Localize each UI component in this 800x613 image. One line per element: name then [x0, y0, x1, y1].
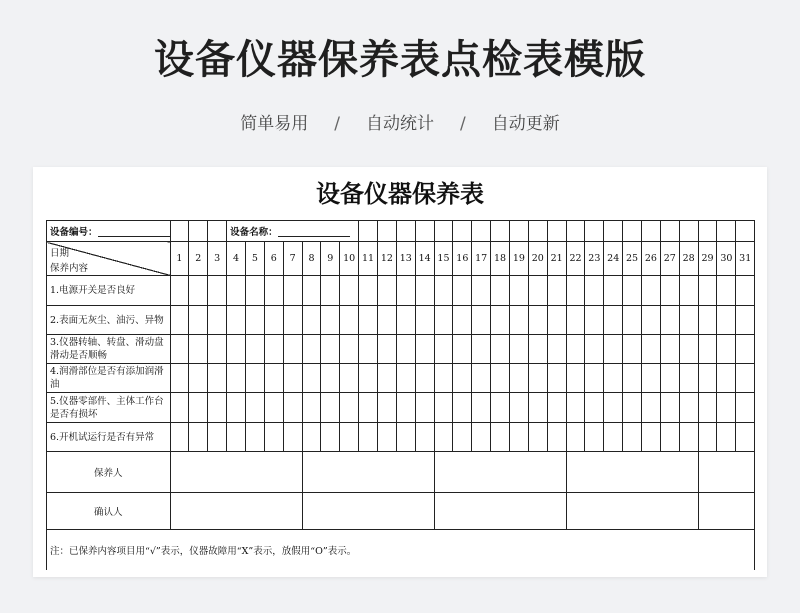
- check-cell[interactable]: [227, 306, 246, 335]
- check-cell[interactable]: [642, 393, 661, 423]
- check-cell[interactable]: [245, 393, 264, 423]
- check-cell[interactable]: [698, 276, 717, 306]
- check-cell[interactable]: [434, 335, 453, 364]
- legend-note: 注：已保养内容项目用“√”表示，仪器故障用“X”表示，放假用“O”表示。: [47, 530, 755, 570]
- check-cell[interactable]: [509, 276, 528, 306]
- check-cell[interactable]: [264, 393, 283, 423]
- check-cell[interactable]: [340, 364, 359, 393]
- day-number: 20: [528, 242, 547, 276]
- check-cell[interactable]: [189, 276, 208, 306]
- check-cell[interactable]: [283, 306, 302, 335]
- banner-title: 设备仪器保养表点检表模版: [154, 37, 646, 83]
- day-number: 18: [491, 242, 510, 276]
- check-cell[interactable]: [396, 423, 415, 452]
- check-cell[interactable]: [170, 335, 189, 364]
- check-cell[interactable]: [264, 364, 283, 393]
- check-cell[interactable]: [302, 393, 321, 423]
- check-cell[interactable]: [302, 423, 321, 452]
- blank-cell: [415, 221, 434, 242]
- check-cell[interactable]: [302, 276, 321, 306]
- check-cell[interactable]: [415, 306, 434, 335]
- check-cell[interactable]: [434, 276, 453, 306]
- blank-cell: [189, 221, 208, 242]
- day-number: 14: [415, 242, 434, 276]
- check-cell[interactable]: [623, 335, 642, 364]
- day-number: 13: [396, 242, 415, 276]
- check-cell[interactable]: [472, 423, 491, 452]
- check-cell[interactable]: [208, 423, 227, 452]
- blank-cell: [491, 221, 510, 242]
- check-cell[interactable]: [698, 306, 717, 335]
- check-cell[interactable]: [679, 335, 698, 364]
- check-cell[interactable]: [642, 335, 661, 364]
- check-cell[interactable]: [660, 393, 679, 423]
- signature-cell[interactable]: [302, 493, 434, 530]
- check-cell[interactable]: [453, 364, 472, 393]
- date-content-header: [47, 242, 171, 276]
- check-cell[interactable]: [698, 423, 717, 452]
- signature-cell[interactable]: [302, 452, 434, 493]
- day-number: 27: [660, 242, 679, 276]
- check-cell[interactable]: [679, 276, 698, 306]
- day-number: 31: [736, 242, 755, 276]
- check-cell[interactable]: [698, 364, 717, 393]
- check-cell[interactable]: [736, 393, 755, 423]
- check-cell[interactable]: [283, 393, 302, 423]
- check-cell[interactable]: [585, 423, 604, 452]
- day-number: 22: [566, 242, 585, 276]
- check-cell[interactable]: [227, 364, 246, 393]
- check-cell[interactable]: [415, 335, 434, 364]
- check-cell[interactable]: [359, 393, 378, 423]
- blank-cell: [453, 221, 472, 242]
- check-cell[interactable]: [604, 306, 623, 335]
- signature-cell[interactable]: [434, 452, 566, 493]
- check-cell[interactable]: [604, 276, 623, 306]
- check-cell[interactable]: [189, 306, 208, 335]
- check-cell[interactable]: [623, 364, 642, 393]
- check-cell[interactable]: [679, 306, 698, 335]
- day-number: 5: [245, 242, 264, 276]
- day-number: 7: [283, 242, 302, 276]
- check-cell[interactable]: [566, 423, 585, 452]
- check-cell[interactable]: [660, 335, 679, 364]
- check-cell[interactable]: [321, 335, 340, 364]
- check-cell[interactable]: [472, 306, 491, 335]
- day-number: 6: [264, 242, 283, 276]
- equipment-name-blank: [278, 226, 350, 237]
- signature-cell[interactable]: [434, 493, 566, 530]
- check-cell[interactable]: [340, 393, 359, 423]
- check-cell[interactable]: [642, 423, 661, 452]
- check-cell[interactable]: [227, 335, 246, 364]
- check-cell[interactable]: [717, 423, 736, 452]
- check-cell[interactable]: [264, 423, 283, 452]
- check-cell[interactable]: [396, 276, 415, 306]
- tag-auto-stats: 自动统计: [366, 114, 434, 134]
- check-cell[interactable]: [679, 423, 698, 452]
- blank-cell: [698, 221, 717, 242]
- signature-cell[interactable]: [566, 452, 698, 493]
- check-cell[interactable]: [698, 393, 717, 423]
- check-cell[interactable]: [227, 276, 246, 306]
- check-cell[interactable]: [415, 423, 434, 452]
- inspection-item: 1.电源开关是否良好: [47, 276, 171, 306]
- check-cell[interactable]: [434, 393, 453, 423]
- check-cell[interactable]: [377, 335, 396, 364]
- blank-cell: [434, 221, 453, 242]
- check-cell[interactable]: [528, 306, 547, 335]
- signature-cell[interactable]: [698, 493, 755, 530]
- check-cell[interactable]: [623, 276, 642, 306]
- inspection-item: 3.仪器转轴、转盘、滑动盘滑动是否顺畅: [47, 335, 171, 364]
- check-cell[interactable]: [359, 306, 378, 335]
- tag-separator: /: [334, 114, 340, 134]
- check-cell[interactable]: [415, 364, 434, 393]
- blank-cell: [377, 221, 396, 242]
- day-number: 29: [698, 242, 717, 276]
- check-cell[interactable]: [434, 306, 453, 335]
- inspection-item: 6.开机试运行是否有异常: [47, 423, 171, 452]
- check-cell[interactable]: [717, 364, 736, 393]
- check-cell[interactable]: [377, 276, 396, 306]
- check-cell[interactable]: [679, 364, 698, 393]
- inspection-item: 4.润滑部位是否有添加润滑油: [47, 364, 171, 393]
- check-cell[interactable]: [491, 364, 510, 393]
- blank-cell: [585, 221, 604, 242]
- check-cell[interactable]: [283, 364, 302, 393]
- equipment-no-cell: [47, 221, 171, 242]
- blank-cell: [660, 221, 679, 242]
- check-cell[interactable]: [547, 423, 566, 452]
- check-cell[interactable]: [509, 306, 528, 335]
- check-cell[interactable]: [509, 393, 528, 423]
- check-cell[interactable]: [208, 276, 227, 306]
- day-number: 10: [340, 242, 359, 276]
- day-number: 21: [547, 242, 566, 276]
- day-number: 30: [717, 242, 736, 276]
- check-cell[interactable]: [359, 423, 378, 452]
- check-cell[interactable]: [547, 276, 566, 306]
- check-cell[interactable]: [528, 335, 547, 364]
- check-cell[interactable]: [170, 423, 189, 452]
- blank-cell: [547, 221, 566, 242]
- check-cell[interactable]: [396, 364, 415, 393]
- blank-cell: [359, 221, 378, 242]
- check-cell[interactable]: [528, 423, 547, 452]
- check-cell[interactable]: [321, 306, 340, 335]
- day-number: 24: [604, 242, 623, 276]
- check-cell[interactable]: [208, 393, 227, 423]
- blank-cell: [679, 221, 698, 242]
- check-cell[interactable]: [736, 306, 755, 335]
- check-cell[interactable]: [415, 276, 434, 306]
- day-number: 17: [472, 242, 491, 276]
- check-cell[interactable]: [245, 364, 264, 393]
- check-cell[interactable]: [566, 364, 585, 393]
- check-cell[interactable]: [547, 364, 566, 393]
- day-number: 25: [623, 242, 642, 276]
- check-cell[interactable]: [453, 335, 472, 364]
- blank-cell: [170, 221, 189, 242]
- check-cell[interactable]: [340, 423, 359, 452]
- signature-cell[interactable]: [698, 452, 755, 493]
- check-cell[interactable]: [566, 276, 585, 306]
- header-date: 日期: [50, 248, 70, 259]
- check-cell[interactable]: [302, 364, 321, 393]
- check-cell[interactable]: [453, 423, 472, 452]
- check-cell[interactable]: [340, 276, 359, 306]
- signature-cell[interactable]: [170, 493, 302, 530]
- blank-cell: [623, 221, 642, 242]
- blank-cell: [717, 221, 736, 242]
- day-number: 15: [434, 242, 453, 276]
- check-cell[interactable]: [245, 423, 264, 452]
- check-cell[interactable]: [491, 306, 510, 335]
- check-cell[interactable]: [377, 423, 396, 452]
- tag-easy: 简单易用: [240, 114, 309, 134]
- check-cell[interactable]: [208, 306, 227, 335]
- tagline: [0, 112, 800, 136]
- check-cell[interactable]: [434, 364, 453, 393]
- day-number: 19: [509, 242, 528, 276]
- check-cell[interactable]: [472, 364, 491, 393]
- check-cell[interactable]: [642, 364, 661, 393]
- check-cell[interactable]: [736, 364, 755, 393]
- check-cell[interactable]: [340, 335, 359, 364]
- check-cell[interactable]: [396, 335, 415, 364]
- signature-cell[interactable]: [170, 452, 302, 493]
- equipment-no-label: 设备编号：: [50, 227, 98, 238]
- check-cell[interactable]: [547, 306, 566, 335]
- check-cell[interactable]: [660, 276, 679, 306]
- check-cell[interactable]: [472, 276, 491, 306]
- check-cell[interactable]: [359, 335, 378, 364]
- check-cell[interactable]: [283, 423, 302, 452]
- check-cell[interactable]: [660, 423, 679, 452]
- check-cell[interactable]: [170, 276, 189, 306]
- check-cell[interactable]: [208, 335, 227, 364]
- check-cell[interactable]: [208, 364, 227, 393]
- check-cell[interactable]: [566, 393, 585, 423]
- check-cell[interactable]: [170, 306, 189, 335]
- check-cell[interactable]: [434, 423, 453, 452]
- tag-separator: /: [460, 114, 466, 134]
- check-cell[interactable]: [585, 306, 604, 335]
- check-cell[interactable]: [585, 276, 604, 306]
- check-cell[interactable]: [604, 423, 623, 452]
- blank-cell: [604, 221, 623, 242]
- check-cell[interactable]: [623, 393, 642, 423]
- blank-cell: [736, 221, 755, 242]
- check-cell[interactable]: [528, 364, 547, 393]
- check-cell[interactable]: [679, 393, 698, 423]
- blank-cell: [208, 221, 227, 242]
- check-cell[interactable]: [283, 276, 302, 306]
- blank-cell: [472, 221, 491, 242]
- check-cell[interactable]: [491, 276, 510, 306]
- check-cell[interactable]: [585, 393, 604, 423]
- check-cell[interactable]: [660, 364, 679, 393]
- check-cell[interactable]: [717, 335, 736, 364]
- day-number: 16: [453, 242, 472, 276]
- sheet-title: 设备仪器保养表: [316, 179, 484, 208]
- check-cell[interactable]: [453, 393, 472, 423]
- check-cell[interactable]: [566, 335, 585, 364]
- check-cell[interactable]: [642, 306, 661, 335]
- check-cell[interactable]: [509, 364, 528, 393]
- check-cell[interactable]: [509, 423, 528, 452]
- check-cell[interactable]: [396, 306, 415, 335]
- check-cell[interactable]: [264, 335, 283, 364]
- day-number: 4: [227, 242, 246, 276]
- check-cell[interactable]: [321, 423, 340, 452]
- equipment-name-cell: [227, 221, 359, 242]
- check-cell[interactable]: [453, 306, 472, 335]
- day-number: 11: [359, 242, 378, 276]
- day-number: 1: [170, 242, 189, 276]
- check-cell[interactable]: [359, 276, 378, 306]
- day-number: 12: [377, 242, 396, 276]
- check-cell[interactable]: [415, 393, 434, 423]
- blank-cell: [396, 221, 415, 242]
- check-cell[interactable]: [283, 335, 302, 364]
- check-cell[interactable]: [717, 393, 736, 423]
- equipment-no-blank: [98, 226, 170, 237]
- blank-cell: [528, 221, 547, 242]
- check-cell[interactable]: [264, 306, 283, 335]
- check-cell[interactable]: [660, 306, 679, 335]
- check-cell[interactable]: [377, 364, 396, 393]
- day-number: 9: [321, 242, 340, 276]
- check-cell[interactable]: [509, 335, 528, 364]
- blank-cell: [642, 221, 661, 242]
- check-cell[interactable]: [604, 393, 623, 423]
- check-cell[interactable]: [340, 306, 359, 335]
- check-cell[interactable]: [245, 276, 264, 306]
- check-cell[interactable]: [321, 393, 340, 423]
- check-cell[interactable]: [377, 393, 396, 423]
- check-cell[interactable]: [453, 276, 472, 306]
- check-cell[interactable]: [321, 364, 340, 393]
- check-cell[interactable]: [170, 393, 189, 423]
- check-cell[interactable]: [528, 393, 547, 423]
- day-number: 23: [585, 242, 604, 276]
- sheet-preview: [33, 167, 767, 577]
- check-cell[interactable]: [245, 335, 264, 364]
- signature-cell[interactable]: [566, 493, 698, 530]
- check-cell[interactable]: [302, 306, 321, 335]
- check-cell[interactable]: [377, 306, 396, 335]
- check-cell[interactable]: [717, 276, 736, 306]
- check-cell[interactable]: [604, 364, 623, 393]
- check-cell[interactable]: [396, 393, 415, 423]
- confirmer-label: 确认人: [47, 493, 171, 530]
- day-number: 26: [642, 242, 661, 276]
- maintainer-label: 保养人: [47, 452, 171, 493]
- check-cell[interactable]: [472, 335, 491, 364]
- tag-auto-update: 自动更新: [491, 114, 560, 134]
- check-cell[interactable]: [189, 393, 208, 423]
- day-number: 8: [302, 242, 321, 276]
- check-cell[interactable]: [736, 276, 755, 306]
- check-cell[interactable]: [491, 393, 510, 423]
- inspection-item: 2.表面无灰尘、油污、异物: [47, 306, 171, 335]
- check-cell[interactable]: [472, 393, 491, 423]
- equipment-name-label: 设备名称：: [230, 227, 278, 238]
- check-cell[interactable]: [245, 306, 264, 335]
- check-cell[interactable]: [227, 393, 246, 423]
- check-cell[interactable]: [491, 423, 510, 452]
- maintenance-table: [46, 220, 755, 570]
- check-cell[interactable]: [491, 335, 510, 364]
- check-cell[interactable]: [189, 335, 208, 364]
- check-cell[interactable]: [623, 423, 642, 452]
- inspection-item: 5.仪器零部件、主体工作台是否有损坏: [47, 393, 171, 423]
- blank-cell: [566, 221, 585, 242]
- check-cell[interactable]: [604, 335, 623, 364]
- check-cell[interactable]: [227, 423, 246, 452]
- day-number: 28: [679, 242, 698, 276]
- check-cell[interactable]: [736, 423, 755, 452]
- check-cell[interactable]: [736, 335, 755, 364]
- check-cell[interactable]: [302, 335, 321, 364]
- check-cell[interactable]: [264, 276, 283, 306]
- check-cell[interactable]: [321, 276, 340, 306]
- blank-cell: [509, 221, 528, 242]
- day-number: 3: [208, 242, 227, 276]
- check-cell[interactable]: [623, 306, 642, 335]
- check-cell[interactable]: [547, 393, 566, 423]
- check-cell[interactable]: [585, 364, 604, 393]
- header-content: 保养内容: [50, 263, 89, 274]
- check-cell[interactable]: [642, 276, 661, 306]
- check-cell[interactable]: [585, 335, 604, 364]
- day-number: 2: [189, 242, 208, 276]
- check-cell[interactable]: [547, 335, 566, 364]
- check-cell[interactable]: [566, 306, 585, 335]
- check-cell[interactable]: [189, 423, 208, 452]
- check-cell[interactable]: [698, 335, 717, 364]
- check-cell[interactable]: [717, 306, 736, 335]
- check-cell[interactable]: [359, 364, 378, 393]
- check-cell[interactable]: [189, 364, 208, 393]
- check-cell[interactable]: [170, 364, 189, 393]
- check-cell[interactable]: [528, 276, 547, 306]
